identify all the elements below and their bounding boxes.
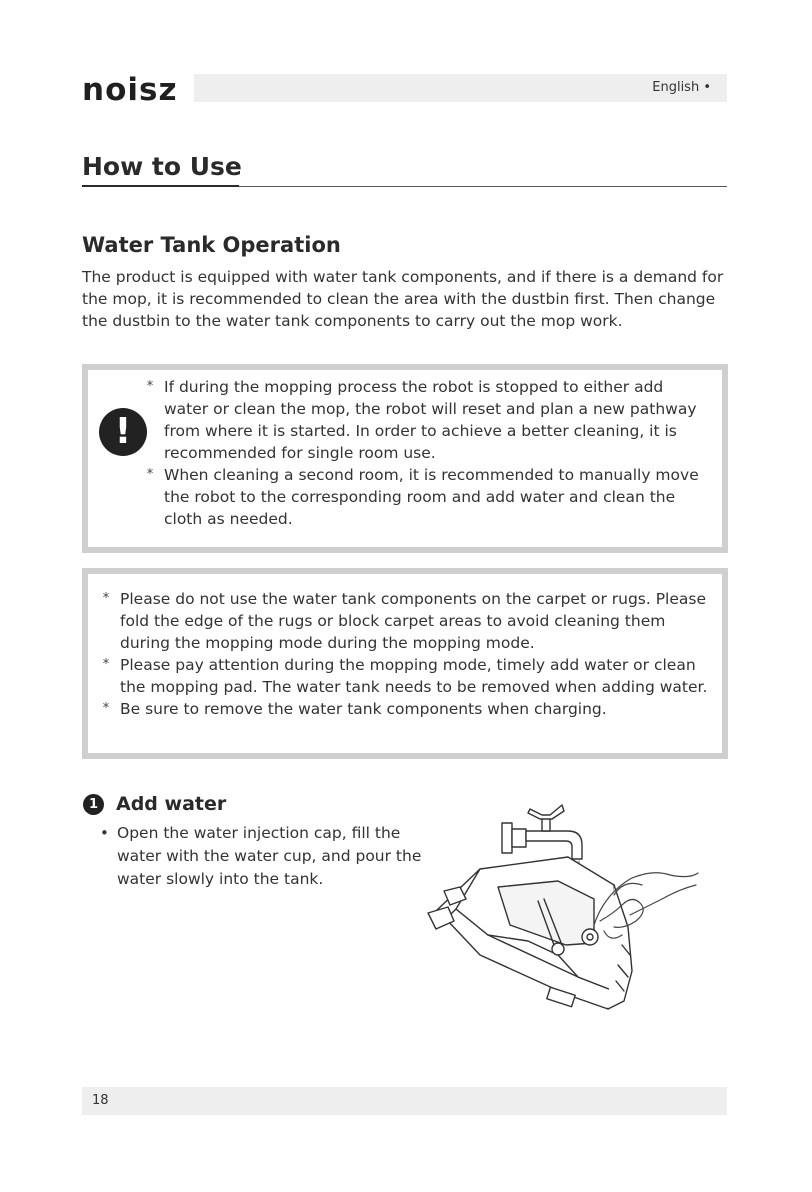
bullet-icon: *	[102, 657, 110, 672]
bullet-icon: *	[146, 467, 154, 482]
exclamation-icon: !	[99, 408, 147, 456]
notice-box-warning	[82, 364, 728, 553]
step-title: Add water	[116, 793, 227, 815]
bullet-icon: *	[146, 379, 154, 394]
notice-box-cautions	[82, 568, 728, 759]
list-item: * When cleaning a second room, it is recommended to manually move the robot to the corresponding room and add water and clean the cloth as needed.	[142, 464, 702, 530]
section-title: How to Use	[82, 152, 242, 181]
warning-list	[142, 376, 702, 530]
water-tank-illustration	[418, 795, 728, 1040]
step-number-badge: 1	[83, 794, 104, 815]
page-number: 18	[92, 1093, 109, 1108]
brand-logo: noisz	[82, 72, 178, 108]
intro-paragraph: The product is equipped with water tank components, and if there is a demand for the mop, it is recommended to clean the area with the dustbin first. Then change the dustbin to the water tank components to carry out the mop work.	[82, 268, 724, 330]
list-item: * Please do not use the water tank components on the carpet or rugs. Please fold the edge of the rugs or block carpet areas to avoid cleaning them during the mopping mode during the mopping mode.	[98, 588, 716, 654]
language-label: English •	[652, 80, 711, 95]
list-item: * Be sure to remove the water tank components when charging.	[98, 698, 716, 720]
footer-bar	[82, 1087, 727, 1115]
subsection-title: Water Tank Operation	[82, 233, 341, 257]
bullet-icon: *	[102, 591, 110, 606]
step-instruction-text: Open the water injection cap, fill the water with the water cup, and pour the water slowly into the tank.	[117, 824, 422, 888]
bullet-icon: •	[100, 824, 109, 842]
robot-tank-icon	[428, 857, 632, 1009]
bullet-icon: *	[102, 701, 110, 716]
title-underline	[82, 185, 239, 187]
caution-list	[98, 588, 716, 720]
header-bar	[194, 74, 727, 102]
list-item: * If during the mopping process the robot is stopped to either add water or clean the mop, the robot will reset and plan a new pathway from where it is started. In order to achieve a better cleaning, it is recommended for single room use.	[142, 376, 702, 464]
list-item: * Please pay attention during the mopping mode, timely add water or clean the mopping pad. The water tank needs to be removed when adding water.	[98, 654, 716, 698]
step-instruction	[100, 822, 430, 891]
